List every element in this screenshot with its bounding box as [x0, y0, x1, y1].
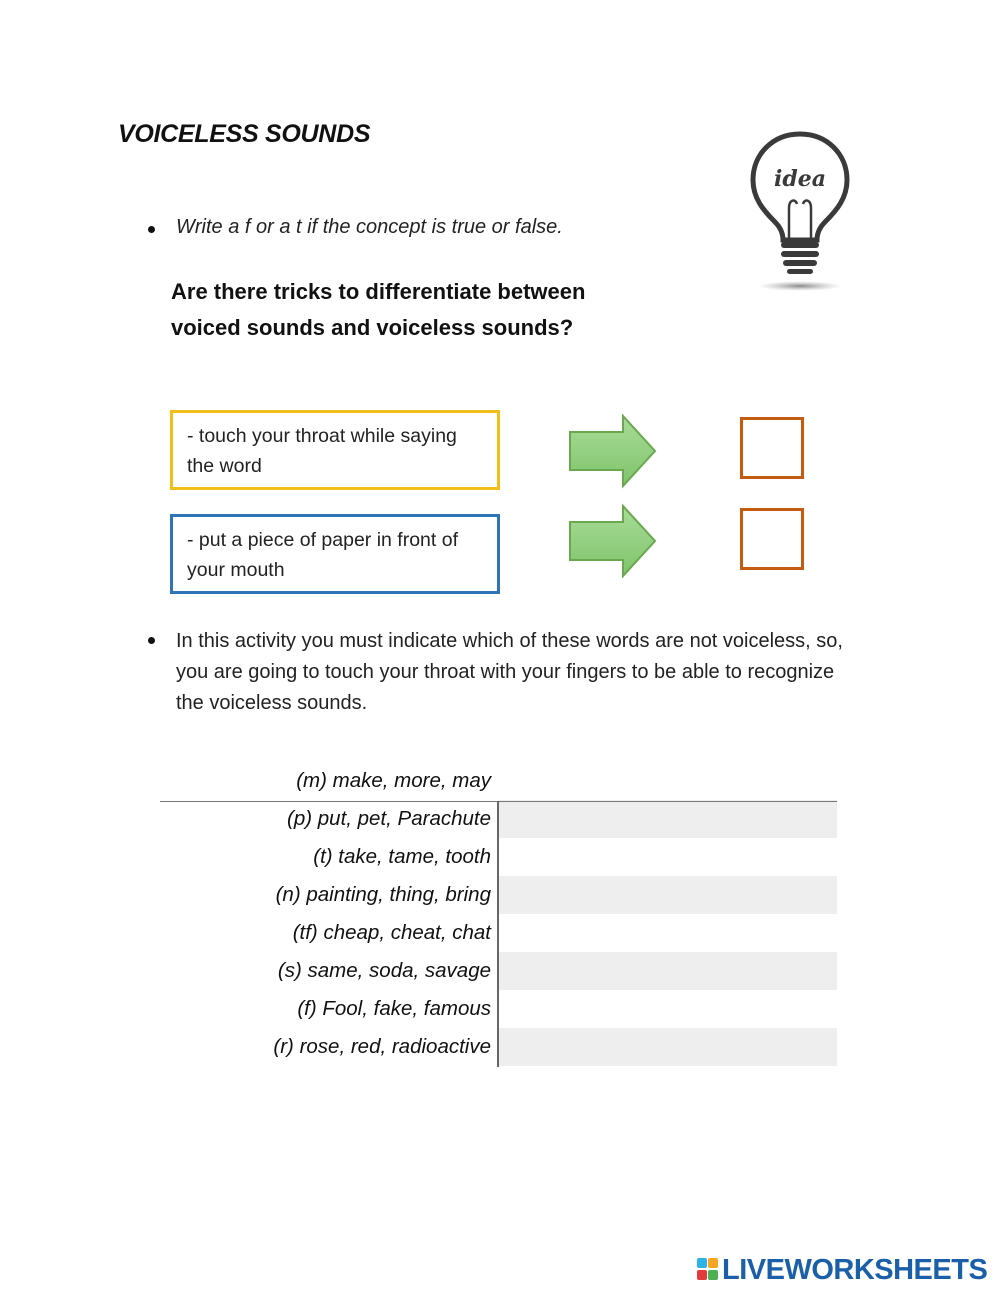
lightbulb-idea-icon	[745, 128, 855, 300]
question-line-2: voiced sounds and voiceless sounds?	[171, 315, 574, 340]
logo-text: LIVEWORKSHEETS	[722, 1253, 988, 1286]
answer-box-1[interactable]	[740, 417, 804, 479]
trick-1-line-1: - touch your throat while saying	[187, 425, 457, 447]
question-line-1: Are there tricks to differentiate between	[171, 279, 586, 304]
answer-cell[interactable]	[498, 1028, 837, 1066]
bullet-icon	[148, 637, 155, 644]
answer-input[interactable]	[498, 990, 837, 1028]
answer-cell[interactable]	[498, 800, 837, 838]
row-label: (s) same, soda, savage	[277, 959, 491, 982]
logo-blocks-icon	[697, 1258, 719, 1282]
trick-1-line-2: the word	[187, 455, 262, 477]
row-label: (p) put, pet, Parachute	[287, 807, 491, 830]
activity-line-2: you are going to touch your throat with your fingers to be able to recognize	[176, 661, 835, 683]
trick-box-throat	[170, 410, 500, 490]
trick-2-line-1: - put a piece of paper in front of	[187, 529, 459, 551]
trick-2-line-2: your mouth	[187, 559, 285, 581]
answer-input[interactable]	[498, 838, 837, 876]
liveworksheets-logo	[697, 1254, 987, 1286]
row-label: (t) take, tame, tooth	[313, 845, 491, 868]
idea-icon-label: idea	[774, 166, 826, 192]
answer-cell[interactable]	[498, 876, 837, 914]
answer-input[interactable]	[498, 876, 837, 914]
row-label: (r) rose, red, radioactive	[273, 1035, 491, 1058]
header-row-label: (m) make, more, may	[296, 769, 491, 792]
answer-cell[interactable]	[498, 838, 837, 876]
row-label: (f) Fool, fake, famous	[297, 997, 491, 1020]
table-column-divider	[497, 801, 499, 1067]
answer-input[interactable]	[498, 952, 837, 990]
answer-input[interactable]	[498, 800, 837, 838]
worksheet-title: VOICELESS SOUNDS	[118, 120, 371, 148]
row-label: (tf) cheap, cheat, chat	[292, 921, 491, 944]
instruction-text: Write a f or a t if the concept is true or false.	[176, 216, 563, 238]
answer-cell[interactable]	[498, 952, 837, 990]
row-label: (n) painting, thing, bring	[275, 883, 491, 906]
answer-input[interactable]	[498, 1028, 837, 1066]
bullet-icon	[148, 226, 155, 233]
answer-cell[interactable]	[498, 990, 837, 1028]
arrow-right-icon	[567, 503, 659, 579]
trick-box-paper	[170, 514, 500, 594]
activity-line-3: the voiceless sounds.	[176, 692, 368, 714]
activity-line-1: In this activity you must indicate which of these words are not voiceless, so,	[176, 630, 843, 652]
arrow-right-icon	[567, 413, 659, 489]
answer-cell[interactable]	[498, 914, 837, 952]
answer-box-2[interactable]	[740, 508, 804, 570]
activity-paragraph	[176, 626, 896, 719]
answer-input[interactable]	[498, 914, 837, 952]
question-heading	[171, 274, 585, 346]
table-header-row	[160, 762, 837, 800]
